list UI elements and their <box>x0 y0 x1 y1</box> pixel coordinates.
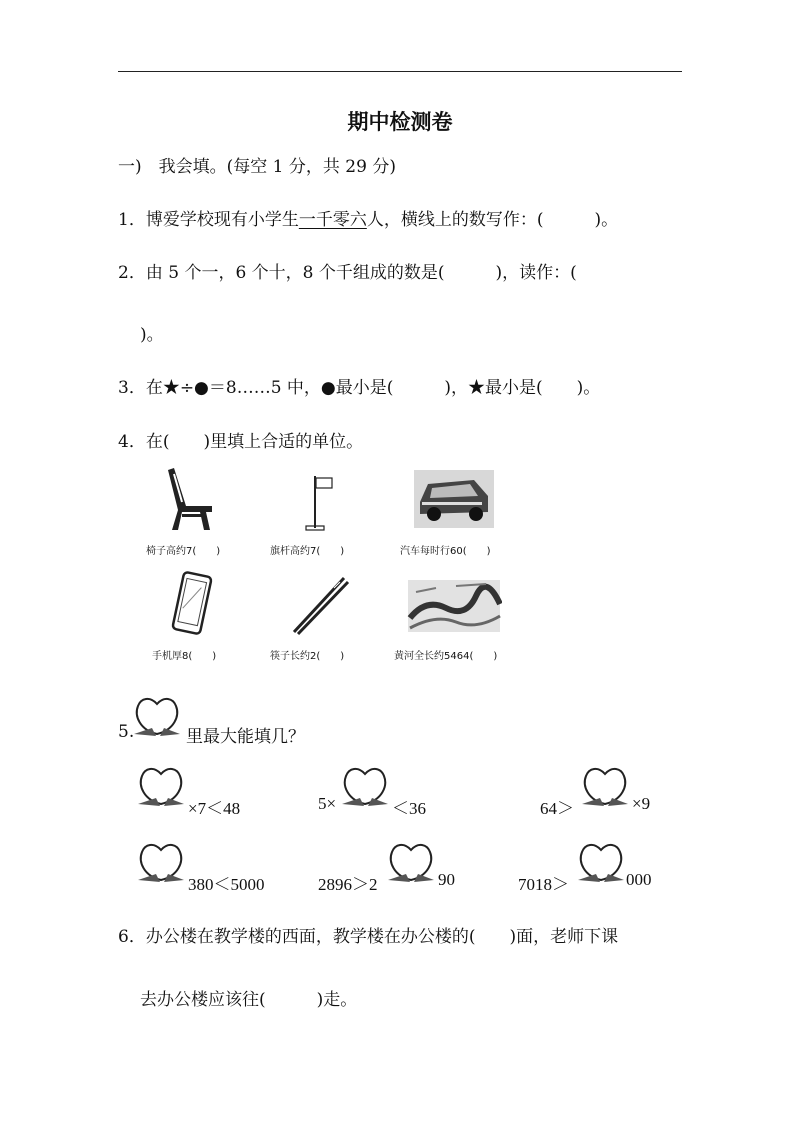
peach-icon <box>136 760 186 808</box>
caption-flagpole: 旗杆高约7( ) <box>270 546 345 557</box>
chopsticks-icon <box>288 572 352 636</box>
q5-number: 5. <box>118 722 135 742</box>
question-1 <box>118 205 618 230</box>
page-title: 期中检测卷 <box>347 110 453 134</box>
q5-text: 里最大能填几？ <box>186 727 305 747</box>
q1-underlined-number: 一千零六 <box>298 210 367 230</box>
q5-row2-expr2-right: 90 <box>438 870 455 889</box>
yellow-river-icon <box>406 578 502 634</box>
caption-chair: 椅子高约7( ) <box>146 546 221 557</box>
q1-number: 1． <box>118 210 146 230</box>
caption-car: 汽车每时行60( ) <box>400 546 491 557</box>
q5-row1-expr1: ×7＜48 <box>188 799 241 818</box>
peach-icon <box>132 690 182 738</box>
q1-text-pre: 博爱学校现有小学生 <box>145 210 299 230</box>
q5-row2-expr2-left: 2896＞2 <box>318 875 378 894</box>
caption-chopsticks: 筷子长约2( ) <box>270 651 345 662</box>
section-heading: 一) 我会填。(每空 1 分，共 29 分) <box>118 157 396 177</box>
caption-yellow-river: 黄河全长约5464( ) <box>394 651 498 662</box>
q5-row1-expr3-left: 64＞ <box>540 799 574 818</box>
caption-phone: 手机厚8( ) <box>152 651 217 662</box>
peach-icon <box>136 836 186 884</box>
question-2-line2: )。 <box>140 325 164 345</box>
q5-row1-expr2-right: ＜36 <box>392 799 426 818</box>
chair-icon <box>160 466 220 534</box>
phone-icon <box>168 570 216 636</box>
question-3: 3．在★÷●＝8……5 中，●最小是( )，★最小是( )。 <box>118 378 601 398</box>
car-icon <box>412 468 496 530</box>
q5-row1-expr3-right: ×9 <box>632 794 651 813</box>
peach-icon <box>340 760 390 808</box>
peach-icon <box>386 836 436 884</box>
question-6-line1: 6．办公楼在教学楼的西面，教学楼在办公楼的( )面，老师下课 <box>118 927 619 947</box>
q5-row2-expr3-right: 000 <box>626 870 652 889</box>
top-rule <box>118 71 682 72</box>
q5-row2-expr1: 380＜5000 <box>188 875 265 894</box>
question-2-line1: 2．由 5 个一，6 个十，8 个千组成的数是( )，读作：( <box>118 263 577 283</box>
peach-icon <box>580 760 630 808</box>
q1-text-post: 人，横线上的数写作：( )。 <box>366 210 619 230</box>
peach-icon <box>576 836 626 884</box>
q5-row1-expr2-left: 5× <box>318 794 337 813</box>
flagpole-icon <box>300 474 340 532</box>
question-6-line2: 去办公楼应该往( )走。 <box>140 990 358 1010</box>
q5-row2-expr3-left: 7018＞ <box>518 875 569 894</box>
question-4: 4．在( )里填上合适的单位。 <box>118 432 364 452</box>
